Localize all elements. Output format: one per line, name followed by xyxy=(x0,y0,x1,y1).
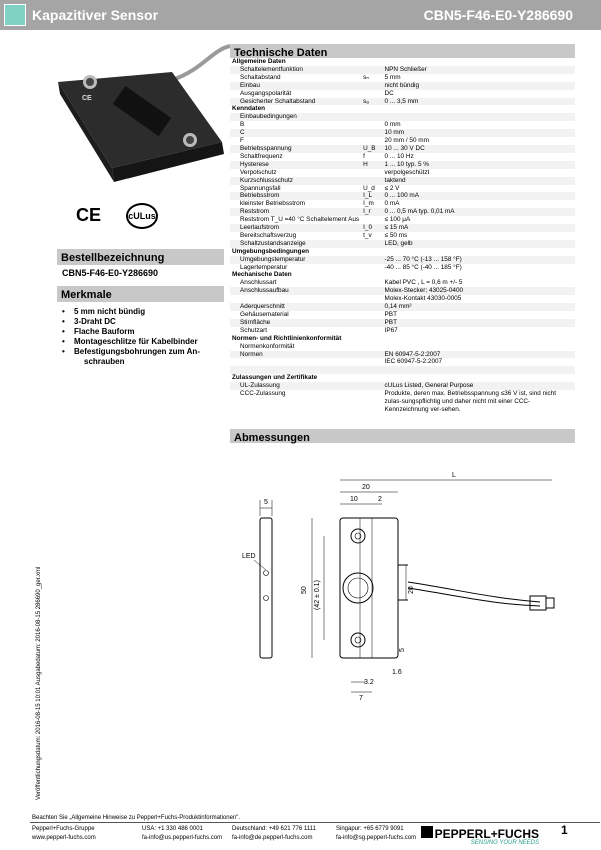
spec-value: IP67 xyxy=(384,326,398,334)
cul-mark-icon: cULus xyxy=(126,203,158,229)
spec-symbol xyxy=(361,271,382,279)
spec-symbol: I_m xyxy=(363,200,374,208)
dim-10-label: 10 xyxy=(350,496,358,503)
spec-value: PBT xyxy=(383,319,575,327)
spec-row xyxy=(230,358,575,366)
spec-value: verpolgeschützt xyxy=(384,168,430,176)
features-heading: Merkmale xyxy=(57,286,224,302)
feature-item: schrauben xyxy=(84,357,125,366)
dim-20-label: 20 xyxy=(362,484,370,491)
product-code: CBN5-F46-E0-Y286690 xyxy=(423,7,573,23)
spec-label: Kenndaten xyxy=(232,105,266,113)
spec-value: -40 ... 85 °C (-40 ... 185 °F) xyxy=(384,263,462,271)
spec-value: 0,14 mm² xyxy=(383,303,575,311)
spec-row xyxy=(230,311,575,319)
spec-symbol xyxy=(361,287,382,295)
spec-label xyxy=(230,366,361,374)
feature-item: • 5 mm nicht bündig xyxy=(60,307,230,317)
spec-value: 1 ... 10 typ. 5 % xyxy=(383,161,575,169)
spec-value: cULus Listed, General Purpose xyxy=(383,382,575,390)
dim-l-label: L xyxy=(452,472,456,479)
spec-value xyxy=(383,335,575,343)
spec-value: -25 ... 70 °C (-13 ... 158 °F) xyxy=(383,256,575,264)
spec-value: 0 ... 3,5 mm xyxy=(383,98,575,106)
brand-square-icon xyxy=(4,4,26,26)
spec-value: 10 mm xyxy=(383,129,575,137)
spec-symbol xyxy=(361,90,382,98)
spec-row xyxy=(230,224,575,232)
spec-row xyxy=(230,382,575,390)
spec-label: Schaltelementfunktion xyxy=(230,66,361,74)
spec-label: Schaltfrequenz xyxy=(240,152,283,160)
spec-row xyxy=(230,343,575,351)
spec-row xyxy=(230,279,575,287)
spec-label: Normen xyxy=(230,351,361,359)
spec-label: UL-Zulassung xyxy=(230,382,361,390)
spec-symbol xyxy=(361,240,382,248)
dim-50-label: 50 xyxy=(301,586,308,594)
spec-symbol xyxy=(361,216,382,224)
footer-sg-email[interactable]: fa-info@sg.pepperl-fuchs.com xyxy=(336,835,417,841)
spec-row xyxy=(230,161,575,169)
spec-value xyxy=(383,374,575,382)
footer-note: Beachten Sie „Allgemeine Hinweise zu Pepperl+Fuchs-Produktinformationen". xyxy=(32,815,241,821)
spec-symbol: U_B xyxy=(361,145,382,153)
spec-symbol xyxy=(361,256,382,264)
spec-value: PBT xyxy=(384,311,397,318)
tech-table xyxy=(230,58,575,414)
spec-symbol xyxy=(361,303,382,311)
spec-value: taktend xyxy=(383,177,575,185)
spec-value xyxy=(383,343,575,351)
spec-value: EN 60947-5-2:2007 xyxy=(383,351,575,359)
spec-label: Aderquerschnitt xyxy=(230,303,361,311)
spec-symbol xyxy=(361,319,382,327)
footer-sg-phone: Singapur: +65 6779 9091 xyxy=(336,826,404,832)
spec-label xyxy=(230,295,361,303)
footer-web-link[interactable]: www.pepperl-fuchs.com xyxy=(32,835,96,841)
spec-value: 0 ... 10 Hz xyxy=(384,152,414,160)
spec-value: IEC 60947-5-2:2007 xyxy=(384,358,443,366)
spec-symbol: U_d xyxy=(363,184,375,192)
spec-row xyxy=(230,98,575,106)
spec-label: Einbaubedingungen xyxy=(230,113,361,121)
spec-value: ≤ 15 mA xyxy=(383,224,575,232)
spec-value: 5 mm xyxy=(384,73,401,81)
spec-label: Normenkonformität xyxy=(240,342,295,350)
led-label: LED xyxy=(242,553,256,560)
header-bar xyxy=(0,0,601,30)
tech-heading: Technische Daten xyxy=(230,44,575,58)
spec-value xyxy=(383,248,575,256)
spec-symbol: I_r xyxy=(361,208,382,216)
spec-symbol xyxy=(361,113,382,121)
spec-label: Einbau xyxy=(230,82,361,90)
spec-symbol xyxy=(361,264,382,272)
order-heading: Bestellbezeichnung xyxy=(57,249,224,265)
spec-symbol: f xyxy=(363,152,365,160)
spec-label: Hysterese xyxy=(230,161,361,169)
spec-symbol xyxy=(361,390,382,414)
spec-value: DC xyxy=(384,89,394,97)
feature-item: • 3-Draht DC xyxy=(60,317,230,327)
spec-symbol xyxy=(361,105,382,113)
spec-label: Schaltabstand xyxy=(240,73,281,81)
spec-label: F xyxy=(240,137,244,145)
spec-row xyxy=(230,200,575,208)
spec-symbol xyxy=(361,343,382,351)
spec-label: CCC-Zulassung xyxy=(240,390,286,398)
spec-symbol xyxy=(361,366,382,374)
pf-slogan: SENSING YOUR NEEDS xyxy=(470,840,539,846)
footer-de-email[interactable]: fa-info@de.pepperl-fuchs.com xyxy=(232,835,313,841)
spec-value: 0 ... 0,5 mA typ. 0,01 mA xyxy=(383,208,575,216)
spec-value xyxy=(383,58,575,66)
spec-label: Mechanische Daten xyxy=(232,271,292,279)
spec-value xyxy=(383,271,575,279)
spec-row xyxy=(230,319,575,327)
spec-symbol: sₐ xyxy=(361,98,382,106)
feature-item: • Befestigungsbohrungen zum An- xyxy=(60,347,230,357)
dim-5-label: 5 xyxy=(264,499,268,506)
spec-label: Verpolschutz xyxy=(240,168,277,176)
spec-symbol xyxy=(361,279,382,287)
spec-label: Zulassungen und Zertifikate xyxy=(232,374,318,382)
spec-label: Gesicherter Schaltabstand xyxy=(230,98,361,106)
spec-group-row xyxy=(230,58,575,66)
spec-row xyxy=(230,208,575,216)
spec-label: Anschlussart xyxy=(240,279,277,287)
spec-label: B xyxy=(240,121,245,129)
footer-de-phone: Deutschland: +49 621 776 1111 xyxy=(232,826,316,832)
dim-2-label: 2 xyxy=(378,496,382,503)
spec-symbol xyxy=(361,295,382,303)
spec-symbol xyxy=(361,335,382,343)
spec-label: Umgebungstemperatur xyxy=(230,256,361,264)
spec-label: Kurzschlussschutz xyxy=(230,177,361,185)
features-list xyxy=(60,307,230,367)
spec-label: Leerlaufstrom xyxy=(230,224,361,232)
spec-symbol xyxy=(361,121,382,129)
spec-label: Stirnfläche xyxy=(230,319,361,327)
spec-row xyxy=(230,256,575,264)
spec-label: Reststrom xyxy=(230,208,361,216)
spec-value: nicht bündig xyxy=(383,82,575,90)
dim-1-6-label: 1.6 xyxy=(392,669,402,676)
spec-symbol xyxy=(361,66,382,74)
spec-row xyxy=(230,82,575,90)
dim-7-label: 7 xyxy=(359,695,363,702)
footer-usa-email[interactable]: fa-info@us.pepperl-fuchs.com xyxy=(142,835,223,841)
spec-row xyxy=(230,351,575,359)
footer-usa-phone: USA: +1 330 486 0001 xyxy=(142,826,203,832)
spec-row xyxy=(230,240,575,248)
page-title: Kapazitiver Sensor xyxy=(32,7,159,23)
spec-row xyxy=(230,232,575,240)
spec-symbol xyxy=(361,358,382,366)
spec-symbol xyxy=(361,82,382,90)
feature-item: • Flache Bauform xyxy=(60,327,230,337)
dim-42-label: (42 ± 0.1) xyxy=(314,580,321,610)
spec-group-row xyxy=(230,374,575,382)
spec-group-row xyxy=(230,335,575,343)
dims-heading: Abmessungen xyxy=(230,429,575,443)
footer-rule xyxy=(30,822,600,823)
spec-label: Bereitschaftsverzug xyxy=(240,231,297,239)
spec-symbol xyxy=(361,169,382,177)
spec-row xyxy=(230,366,575,374)
spec-label: Betriebsspannung xyxy=(230,145,361,153)
spec-symbol: I_L xyxy=(361,192,382,200)
spec-row xyxy=(230,287,575,295)
spec-label xyxy=(230,358,361,366)
pf-logo-icon xyxy=(421,826,433,838)
spec-label: Reststrom T_U =40 °C Schaltelement Aus xyxy=(240,216,360,224)
spec-label: Anschlussaufbau xyxy=(230,287,361,295)
spec-row xyxy=(230,129,575,137)
spec-symbol xyxy=(361,351,382,359)
spec-value xyxy=(383,113,575,121)
spec-symbol xyxy=(361,58,382,66)
spec-row xyxy=(230,303,575,311)
spec-value: 10 ... 30 V DC xyxy=(383,145,575,153)
spec-symbol xyxy=(361,311,382,319)
spec-label: Schaltzustandsanzeige xyxy=(230,240,361,248)
spec-row xyxy=(230,121,575,129)
spec-symbol: t_v xyxy=(363,231,372,239)
spec-symbol: sₙ xyxy=(363,73,369,81)
spec-label: Betriebsstrom xyxy=(230,192,361,200)
spec-group-row xyxy=(230,248,575,256)
spec-value: NPN Schließer xyxy=(383,66,575,74)
spec-row xyxy=(230,216,575,224)
spec-group-row xyxy=(230,271,575,279)
spec-label: Gehäusematerial xyxy=(240,311,289,318)
spec-label: Allgemeine Daten xyxy=(232,58,286,65)
spec-value: ≤ 2 V xyxy=(384,184,400,192)
spec-value xyxy=(383,105,575,113)
order-code: CBN5-F46-E0-Y286690 xyxy=(62,268,159,278)
spec-symbol xyxy=(361,374,382,382)
spec-row xyxy=(230,295,575,303)
feature-item: • Montageschlitze für Kabelbinder xyxy=(60,337,230,347)
spec-symbol xyxy=(361,327,382,335)
spec-label: C xyxy=(230,129,361,137)
spec-label: Umgebungsbedingungen xyxy=(232,247,310,255)
spec-label: Schutzart xyxy=(240,326,267,334)
spec-row xyxy=(230,264,575,272)
spec-label: Ausgangspolarität xyxy=(240,89,292,97)
spec-label: kleinster Betriebsstrom xyxy=(240,200,305,208)
spec-symbol xyxy=(361,129,382,137)
spec-row xyxy=(230,390,575,414)
spec-symbol: I_0 xyxy=(361,224,382,232)
spec-row xyxy=(230,113,575,121)
spec-value: 20 mm / 50 mm xyxy=(384,137,429,145)
spec-symbol xyxy=(361,177,382,185)
svg-text:CE: CE xyxy=(82,95,92,102)
spec-row xyxy=(230,66,575,74)
vertical-publish-info: Veröffentlichungsdatum: 2016-08-15 10:01 Ausgabedatum: 2016-08-15 286690_ger.xml xyxy=(36,566,42,800)
spec-row xyxy=(230,185,575,193)
product-photo xyxy=(52,40,232,190)
spec-label: Spannungsfall xyxy=(240,184,281,192)
spec-symbol: H xyxy=(361,161,382,169)
spec-value: 0 mA xyxy=(384,200,400,208)
spec-row xyxy=(230,90,575,98)
spec-row xyxy=(230,74,575,82)
page-number: 1 xyxy=(561,823,568,837)
spec-value: Molex-Stecker; 43025-0400 xyxy=(383,287,575,295)
spec-value: Molex-Kontakt 43030-0005 xyxy=(384,295,462,303)
spec-row xyxy=(230,145,575,153)
footer-group: Pepperl+Fuchs-Gruppe xyxy=(32,826,95,832)
dim-3-2-label: 3.2 xyxy=(364,679,374,686)
spec-symbol xyxy=(361,382,382,390)
spec-value: Kabel PVC , L = 0,6 m +/- 5 xyxy=(384,279,463,287)
spec-value: 0 mm xyxy=(384,121,401,129)
spec-row xyxy=(230,327,575,335)
spec-value: 0 ... 100 mA xyxy=(383,192,575,200)
spec-row xyxy=(230,192,575,200)
spec-row xyxy=(230,137,575,145)
spec-symbol xyxy=(361,137,382,145)
spec-value: Produkte, deren max. Betriebsspannung ≤36 V ist, sind nicht zulas-sungspflichtig und daher nicht mit einer CCC-Kennzeichnung ver-sehen. xyxy=(384,390,557,413)
spec-label: Lagertemperatur xyxy=(240,263,288,271)
spec-value: ≤ 50 ms xyxy=(384,231,408,239)
pf-logo-text: PEPPERL+FUCHS xyxy=(434,827,539,841)
spec-row xyxy=(230,153,575,161)
spec-label: Normen- und Richtlinienkonformität xyxy=(232,334,342,342)
spec-row xyxy=(230,169,575,177)
dim-5b-label: 5 xyxy=(399,648,406,652)
spec-group-row xyxy=(230,105,575,113)
spec-value xyxy=(383,366,575,374)
spec-value: LED, gelb xyxy=(383,240,575,248)
tech-table-wrap xyxy=(230,58,575,414)
dimension-drawing xyxy=(240,470,580,710)
spec-symbol xyxy=(361,248,382,256)
spec-value: ≤ 100 μA xyxy=(384,216,411,224)
dim-20b-label: 20 xyxy=(408,586,415,594)
spec-row xyxy=(230,177,575,185)
ce-mark-icon: CE xyxy=(76,205,102,225)
